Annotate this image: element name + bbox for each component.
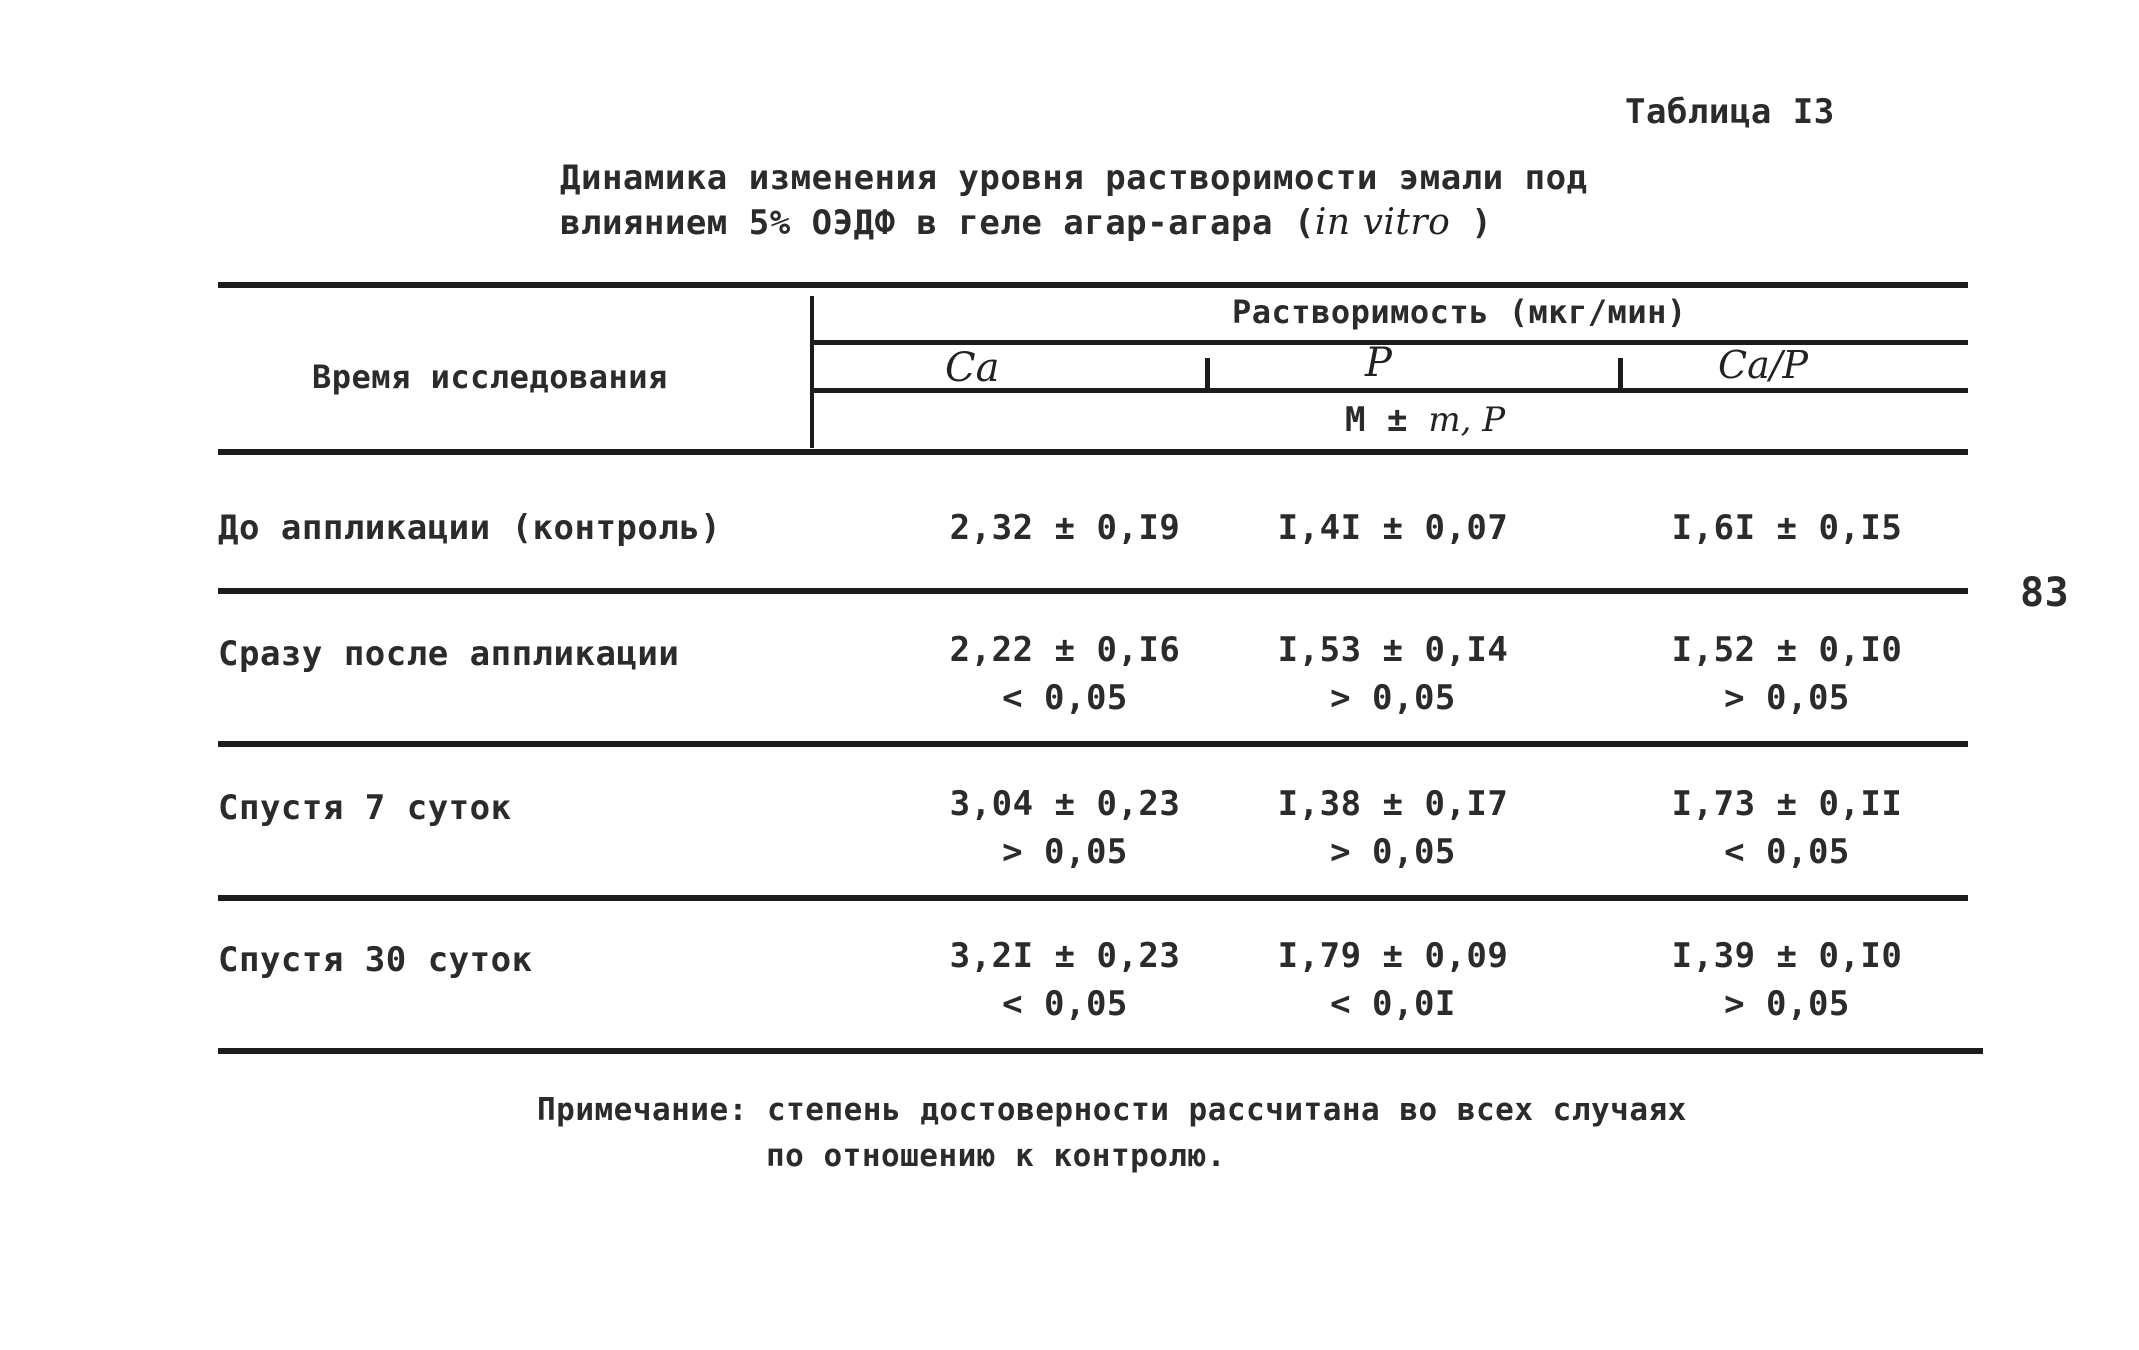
cell-p: I,53 ± 0,I4 [1277, 630, 1509, 670]
title-line-2-prefix: влиянием 5% ОЭДФ в геле агар-агара ( [560, 203, 1315, 243]
cell-cap: I,52 ± 0,I0 [1671, 630, 1903, 670]
cell-cap-pvalue: > 0,05 [1724, 984, 1850, 1024]
cell-ca: 3,2I ± 0,23 [949, 936, 1181, 976]
header-solubility: Растворимость (мкг/мин) [1232, 293, 1687, 331]
header-col-cap: Ca/P [1718, 343, 1809, 387]
cell-ca-pvalue: < 0,05 [1002, 984, 1128, 1024]
header-stat-prefix: М ± [1345, 400, 1408, 440]
table-rule-row-1 [218, 588, 1968, 594]
footnote-line-1: Примечание: степень достоверности рассчитана во всех случаях [537, 1092, 1687, 1128]
table-rule-bottom [218, 1048, 1983, 1054]
cell-p: I,38 ± 0,I7 [1277, 784, 1509, 824]
header-col-p: P [1365, 340, 1392, 386]
table-title-line-1: Динамика изменения уровня растворимости эмали под [560, 158, 1588, 198]
cell-cap-pvalue: > 0,05 [1724, 678, 1850, 718]
table-rule-row-2 [218, 741, 1968, 747]
footnote-line-2: по отношению к контролю. [766, 1138, 1226, 1174]
table-caption: Таблица I3 [1625, 92, 1835, 132]
header-divider-main [810, 296, 814, 448]
table-rule-top [218, 282, 1968, 288]
table-rule-row-3 [218, 895, 1968, 901]
title-handwritten-in-vitro: in vitro [1314, 202, 1451, 243]
row-label: Спустя 30 суток [218, 940, 533, 980]
cell-cap: I,39 ± 0,I0 [1671, 936, 1903, 976]
cell-ca: 3,04 ± 0,23 [949, 784, 1181, 824]
cell-ca: 2,32 ± 0,I9 [949, 508, 1181, 548]
cell-p-pvalue: < 0,0I [1330, 984, 1456, 1024]
row-label: До аппликации (контроль) [218, 508, 722, 548]
cell-p-pvalue: > 0,05 [1330, 678, 1456, 718]
cell-p: I,79 ± 0,09 [1277, 936, 1509, 976]
cell-cap: I,73 ± 0,II [1671, 784, 1903, 824]
header-statistic [1345, 400, 1505, 440]
row-label: Спустя 7 суток [218, 788, 512, 828]
page-number-mark: 83 [2020, 570, 2070, 616]
cell-cap: I,6I ± 0,I5 [1671, 508, 1903, 548]
table-rule-header-bottom [218, 449, 1968, 455]
header-divider-p-cap [1618, 358, 1623, 388]
header-stat-handwritten: m, P [1428, 400, 1506, 440]
cell-ca-pvalue: > 0,05 [1002, 832, 1128, 872]
table-title-line-2 [560, 202, 1492, 243]
cell-p: I,4I ± 0,07 [1277, 508, 1509, 548]
cell-ca: 2,22 ± 0,I6 [949, 630, 1181, 670]
title-line-2-suffix: ) [1450, 203, 1493, 243]
cell-cap-pvalue: < 0,05 [1724, 832, 1850, 872]
header-divider-ca-p [1205, 358, 1210, 388]
cell-p-pvalue: > 0,05 [1330, 832, 1456, 872]
row-label: Сразу после аппликации [218, 634, 680, 674]
cell-ca-pvalue: < 0,05 [1002, 678, 1128, 718]
header-col-ca: Ca [945, 345, 1000, 391]
header-time-column: Время исследования [312, 358, 668, 396]
